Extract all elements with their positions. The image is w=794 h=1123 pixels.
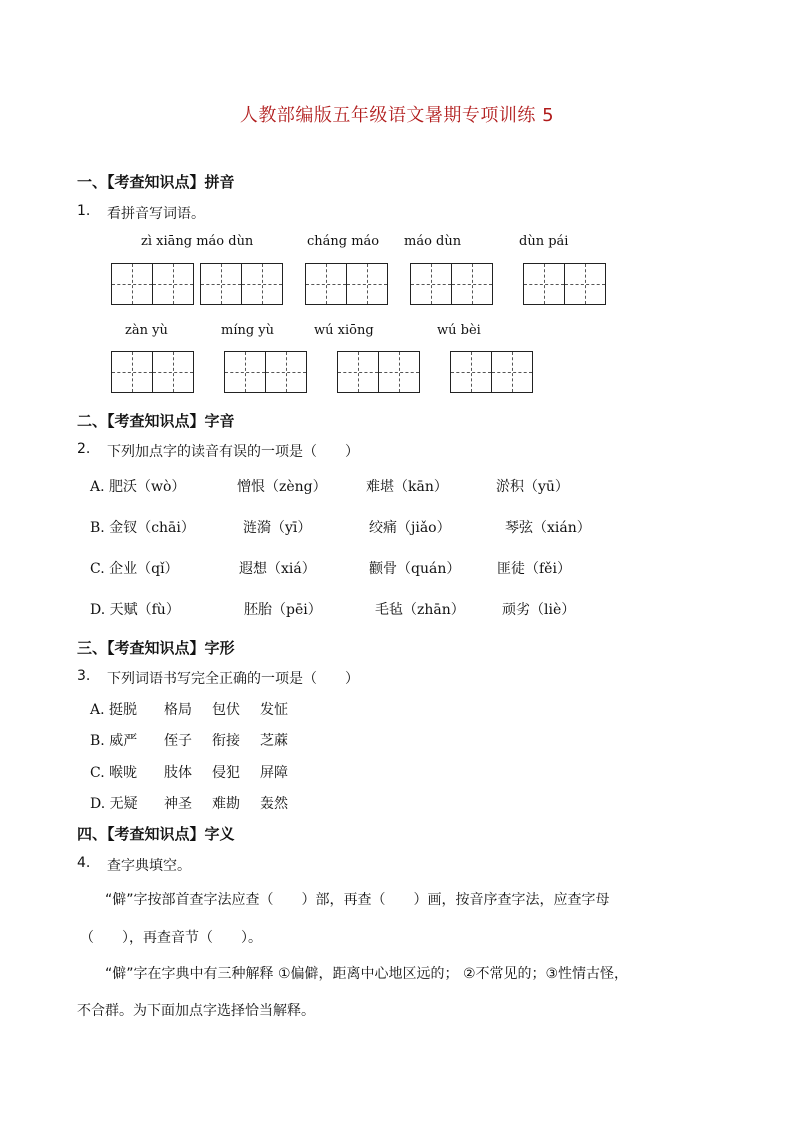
grid-cell[interactable] [410, 263, 452, 305]
grid-cell[interactable] [200, 263, 242, 305]
grid-cell[interactable] [111, 351, 153, 393]
pinyin-label: máo dùn [404, 234, 462, 249]
writing-grid[interactable] [111, 351, 193, 393]
writing-grid[interactable] [305, 263, 387, 305]
option-c-item: 屏障 [260, 765, 288, 781]
pinyin-label: dùn pái [519, 234, 569, 249]
section-heading-pinyin: 一、【考查知识点】拼音 [77, 173, 235, 191]
grid-cell[interactable] [378, 351, 420, 393]
pinyin-label: wú bèi [437, 323, 481, 338]
option-a-item[interactable]: A. 肥沃（wò） [90, 479, 186, 495]
grid-cell[interactable] [152, 351, 194, 393]
option-a-item: 憎恨（zèng） [237, 479, 327, 495]
question-4-line: （ ），再查音节（ ）。 [80, 930, 262, 946]
option-b-item[interactable]: B. 威严 [90, 733, 138, 749]
grid-cell[interactable] [337, 351, 379, 393]
option-d-item: 毛毡（zhān） [375, 602, 465, 618]
option-c-item: 匪徒（fěi） [497, 561, 571, 577]
pinyin-label: zàn yù [125, 323, 168, 338]
grid-cell[interactable] [450, 351, 492, 393]
writing-grid[interactable] [410, 263, 492, 305]
pinyin-label: míng yù [221, 323, 275, 338]
option-b-item: 衔接 [212, 733, 240, 749]
option-b-item: 绞痛（jiǎo） [369, 520, 451, 536]
writing-grid[interactable] [450, 351, 532, 393]
option-a-item: 发怔 [260, 702, 288, 718]
option-d-item: 轰然 [260, 796, 288, 812]
grid-cell[interactable] [224, 351, 266, 393]
grid-cell[interactable] [111, 263, 153, 305]
grid-cell[interactable] [451, 263, 493, 305]
question-2-text: 下列加点字的读音有误的一项是（ ） [107, 444, 359, 460]
grid-cell[interactable] [523, 263, 565, 305]
option-d-item: 神圣 [164, 796, 192, 812]
section-heading-pronunciation: 二、【考查知识点】字音 [77, 412, 235, 430]
page-title: 人教部编版五年级语文暑期专项训练 5 [239, 105, 555, 126]
writing-grid[interactable] [224, 351, 306, 393]
option-d-item[interactable]: D. 无疑 [90, 796, 138, 812]
option-c-item[interactable]: C. 企业（qǐ） [90, 561, 179, 577]
question-4-line: “僻”字按部首查字法应查（ ）部，再查（ ）画，按音序查字法，应查字母 [105, 892, 610, 908]
pinyin-label: wú xiōng [314, 323, 374, 338]
question-4-text: 查字典填空。 [107, 858, 191, 874]
question-3-text: 下列词语书写完全正确的一项是（ ） [107, 671, 359, 687]
option-b-item: 琴弦（xián） [505, 520, 591, 536]
option-c-item: 肢体 [164, 765, 192, 781]
option-d-item: 难勘 [212, 796, 240, 812]
option-d-item[interactable]: D. 天赋（fù） [90, 602, 180, 618]
question-3-number: 3. [77, 668, 91, 684]
question-2-number: 2. [77, 441, 91, 457]
pinyin-label: cháng máo [307, 234, 380, 249]
option-d-item: 胚胎（pēi） [244, 602, 322, 618]
option-a-item[interactable]: A. 挺脱 [90, 702, 138, 718]
writing-grid[interactable] [111, 263, 193, 305]
option-b-item[interactable]: B. 金钗（chāi） [90, 520, 195, 536]
option-c-item: 遐想（xiá） [239, 561, 316, 577]
option-b-item: 侄子 [164, 733, 192, 749]
option-a-item: 淤积（yū） [496, 479, 569, 495]
option-b-item: 涟漪（yī） [243, 520, 312, 536]
grid-cell[interactable] [346, 263, 388, 305]
option-c-item[interactable]: C. 喉咙 [90, 765, 138, 781]
question-4-number: 4. [77, 855, 91, 871]
option-d-item: 顽劣（liè） [502, 602, 576, 618]
grid-cell[interactable] [241, 263, 283, 305]
grid-cell[interactable] [564, 263, 606, 305]
section-heading-meaning: 四、【考查知识点】字义 [77, 825, 235, 843]
pinyin-label: zì xiāng máo dùn [141, 234, 254, 249]
question-1-number: 1. [77, 203, 91, 219]
section-heading-character-form: 三、【考查知识点】字形 [77, 639, 235, 657]
option-a-item: 难堪（kān） [366, 479, 448, 495]
question-4-line: “僻”字在字典中有三种解释 ①偏僻，距离中心地区远的； ②不常见的；③性情古怪， [105, 966, 629, 982]
grid-cell[interactable] [265, 351, 307, 393]
option-c-item: 侵犯 [212, 765, 240, 781]
grid-cell[interactable] [305, 263, 347, 305]
option-b-item: 芝蔴 [260, 733, 288, 749]
writing-grid[interactable] [200, 263, 282, 305]
question-1-text: 看拼音写词语。 [107, 206, 205, 222]
option-c-item: 颧骨（quán） [369, 561, 461, 577]
option-a-item: 格局 [164, 702, 192, 718]
option-a-item: 包伏 [212, 702, 240, 718]
grid-cell[interactable] [491, 351, 533, 393]
question-4-line: 不合群。为下面加点字选择恰当解释。 [77, 1003, 315, 1019]
grid-cell[interactable] [152, 263, 194, 305]
writing-grid[interactable] [523, 263, 605, 305]
writing-grid[interactable] [337, 351, 419, 393]
